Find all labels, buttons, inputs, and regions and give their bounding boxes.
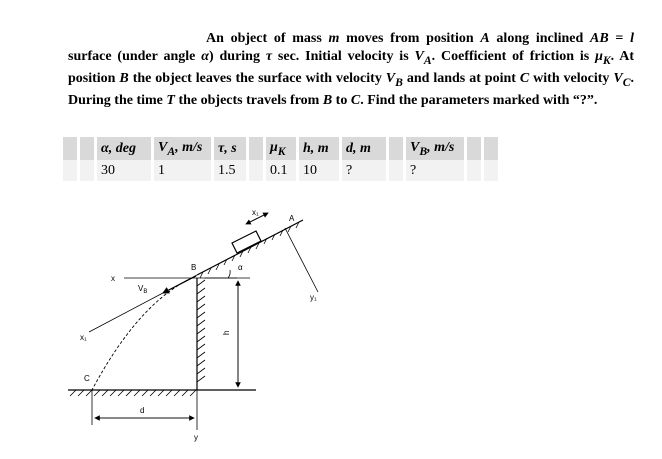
header-mu: $\mu_K$ — [266, 137, 296, 160]
label-y: y — [194, 433, 198, 442]
y1-axis — [285, 228, 318, 292]
label-x1-left: x₁ — [80, 333, 87, 342]
label-d: d — [140, 406, 145, 415]
header-h: h, m — [299, 137, 339, 160]
incline-surface — [197, 220, 303, 275]
label-x: x — [111, 274, 115, 283]
label-y1: y₁ — [310, 293, 317, 302]
label-alpha: α — [238, 263, 243, 272]
wall-hatching — [197, 280, 205, 382]
value-mu: 0.1 — [266, 160, 296, 181]
value-tau: 1.5 — [214, 160, 246, 181]
value-h: 10 — [299, 160, 339, 181]
header-alpha: α, deg — [97, 137, 151, 160]
header-va: $V_A$, m/s — [154, 137, 211, 160]
value-alpha: 30 — [97, 160, 151, 181]
label-A: A — [289, 214, 295, 223]
header-tau: τ, s — [214, 137, 246, 160]
value-vb: ? — [406, 160, 464, 181]
header-d: d, m — [342, 137, 386, 160]
label-h: h — [222, 330, 231, 335]
label-C: C — [84, 374, 90, 383]
angle-arc — [228, 270, 230, 278]
label-B: B — [191, 263, 197, 272]
value-d: ? — [342, 160, 386, 181]
header-vb: $V_B$, m/s — [406, 137, 464, 160]
value-va: 1 — [154, 160, 211, 181]
label-x1-top: x₁ — [252, 208, 259, 217]
ground-hatching — [70, 390, 196, 396]
problem-statement: An object of mass m moves from position A along inclined AB = l surface (under angle α) during τ sec. Initial velocity is $V_A$. Coefficient of friction is $\mu_K$. At position B the object leaves the surface with velocity $V_B$ and lands at point C with velocity $V_C$. During the time T the objects travels from B to C. Find the parameters marked with “?”. — [68, 31, 635, 109]
label-vb: $V_B$ — [138, 284, 148, 295]
